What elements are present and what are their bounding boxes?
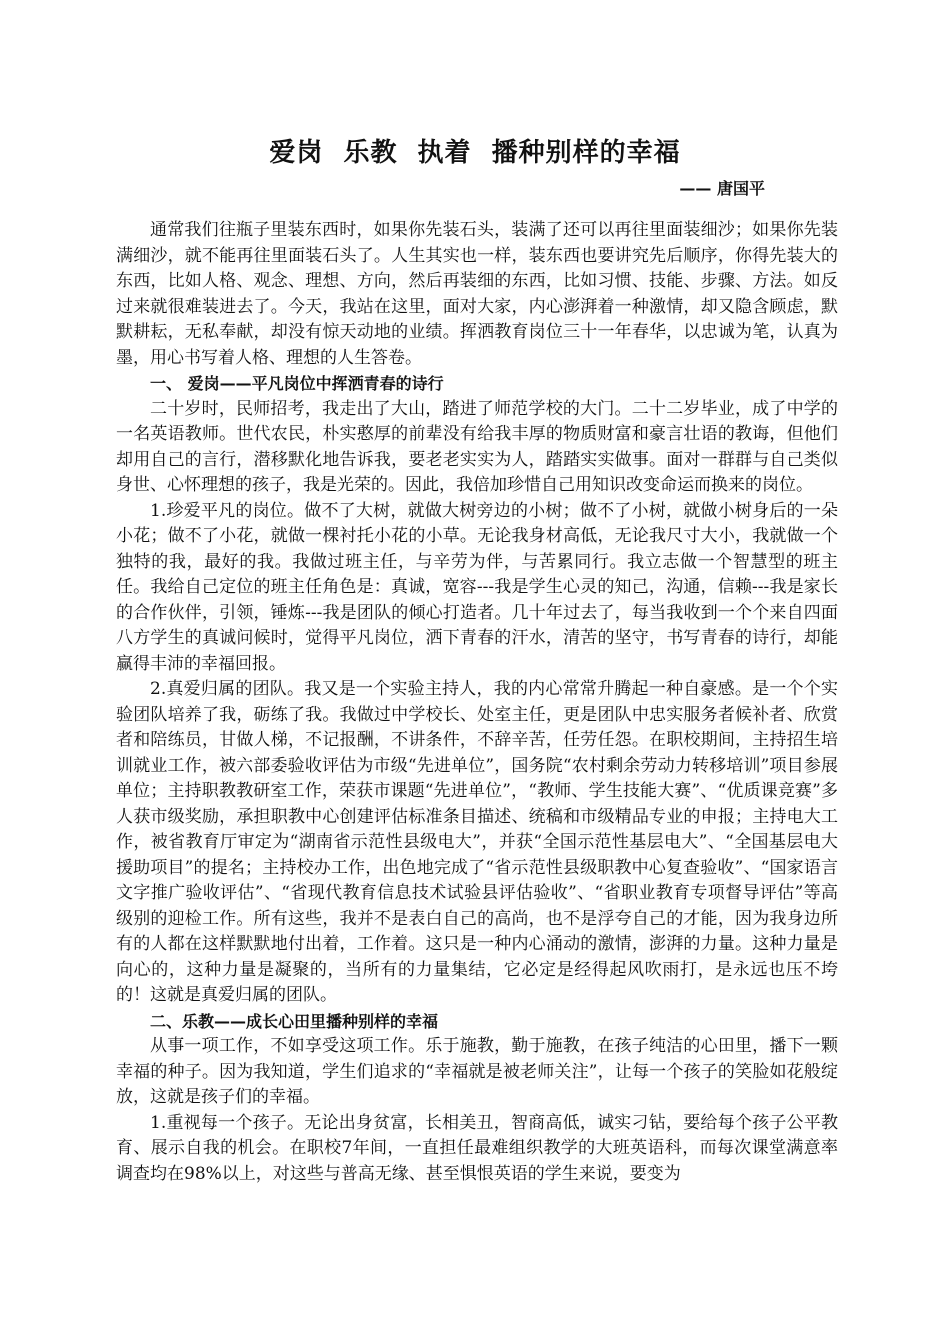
body-paragraph: 通常我们往瓶子里装东西时，如果你先装石头，装满了还可以再往里面装细沙；如果你先装满细沙，就不能再往里面装石头了。人生其实也一样，装东西也要讲究先后顺序，你得先装大的东西，比如人格、观念、理想、方向，然后再装细的东西，比如习惯、技能、步骤、方法。如反过来就很难装进去了。今天，我站在这里，面对大家，内心澎湃着一种激情，却又隐含顾虑，默默耕耘，无私奉献，却没有惊天动地的业绩。挥洒教育岗位三十一年春华，以忠诚为笔，认真为墨，用心书写着人格、理想的人生答卷。 xyxy=(116,220,838,368)
body-paragraph: 1.重视每一个孩子。无论出身贫富，长相美丑，智商高低，诚实刁钻，要给每个孩子公平教育、展示自我的机会。在职校7年间，一直担任最难组织教学的大班英语科，而每次课堂满意率调查均在98%以上，对这些与普高无缘、甚至惧恨英语的学生来说，要变为 xyxy=(116,1112,838,1184)
section-heading: 一、 爱岗——平凡岗位中挥洒青春的诗行 xyxy=(150,374,444,393)
section-heading: 二、乐教——成长心田里播种别样的幸福 xyxy=(150,1011,439,1031)
document-author: —— 唐国平 xyxy=(679,179,765,198)
body-paragraph: 1.珍爱平凡的岗位。做不了大树，就做大树旁边的小树；做不了小树，就做小树身后的一朵小花；做不了小花，就做一棵衬托小花的小草。无论我身材高低，无论我尺寸大小，我就做一个独特的我，最好的我。我做过班主任，与辛劳为伴，与苦累同行。我立志做一个智慧型的班主任。我给自己定位的班主任角色是：真诚，宽容---我是学生心灵的知己，沟通，信赖---我是家长的合作伙伴，引领，锤炼---我是团队的倾心打造者。几十年过去了，每当我收到一个个来自四面八方学生的真诚问候时，觉得平凡岗位，洒下青春的汗水，清苦的坚守，书写青春的诗行，却能赢得丰沛的幸福回报。 xyxy=(116,500,838,674)
body-paragraph: 2.真爱归属的团队。我又是一个实验主持人，我的内心常常升腾起一种自豪感。是一个个实验团队培养了我，砺练了我。我做过中学校长、处室主任，更是团队中忠实服务者候补者、欣赏者和陪练员，甘做人梯，不记报酬，不讲条件，不辞辛苦，任劳任怨。在职校期间，主持招生培训就业工作，被六部委验收评估为市级“先进单位”，国务院“农村剩余劳动力转移培训”项目参展单位；主持职教教研室工作，荣获市课题“先进单位”，“教师、学生技能大赛”、“优质课竞赛”多人获市级奖励，承担职教中心创建评估标准条目描述、统稿和市级精品专业的申报；主持电大工作，被省教育厅审定为“湖南省示范性县级电大”，并获“全国示范性基层电大”、“全国基层电大援助项目”的提名；主持校办工作，出色地完成了“省示范性县级职教中心复查验收”、“国家语言文字推广验收评估”、“省现代教育信息技术试验县评估验收”、“省职业教育专项督导评估”等高级别的迎检工作。所有这些，我并不是表白自己的高尚，也不是浮夸自己的才能，因为我身边所有的人都在这样默默地付出着，工作着。这只是一种内心涌动的激情，澎湃的力量。这种力量是向心的，这种力量是凝聚的，当所有的力量集结，它必定是经得起风吹雨打，是永远也压不垮的！这就是真爱归属的团队。 xyxy=(116,679,838,1005)
body-paragraph: 从事一项工作，不如享受这项工作。乐于施教，勤于施教，在孩子纯洁的心田里，播下一颗幸福的种子。因为我知道，学生们追求的“幸福就是被老师关注”，让每一个孩子的笑脸如花般绽放，这就是孩子们的幸福。 xyxy=(116,1036,838,1107)
body-paragraph: 二十岁时，民师招考，我走出了大山，踏进了师范学校的大门。二十二岁毕业，成了中学的一名英语教师。世代农民，朴实憨厚的前辈没有给我丰厚的物质财富和豪言壮语的教诲，但他们却用自己的言行，潜移默化地告诉我，要老老实实为人，踏踏实实做事。面对一群群与自己类似身世、心怀理想的孩子，我是光荣的。因此，我倍加珍惜自己用知识改变命运而换来的岗位。 xyxy=(116,398,838,495)
document-body xyxy=(116,218,838,1187)
document-title: 爱岗 乐教 执着 播种别样的幸福 xyxy=(269,138,681,168)
